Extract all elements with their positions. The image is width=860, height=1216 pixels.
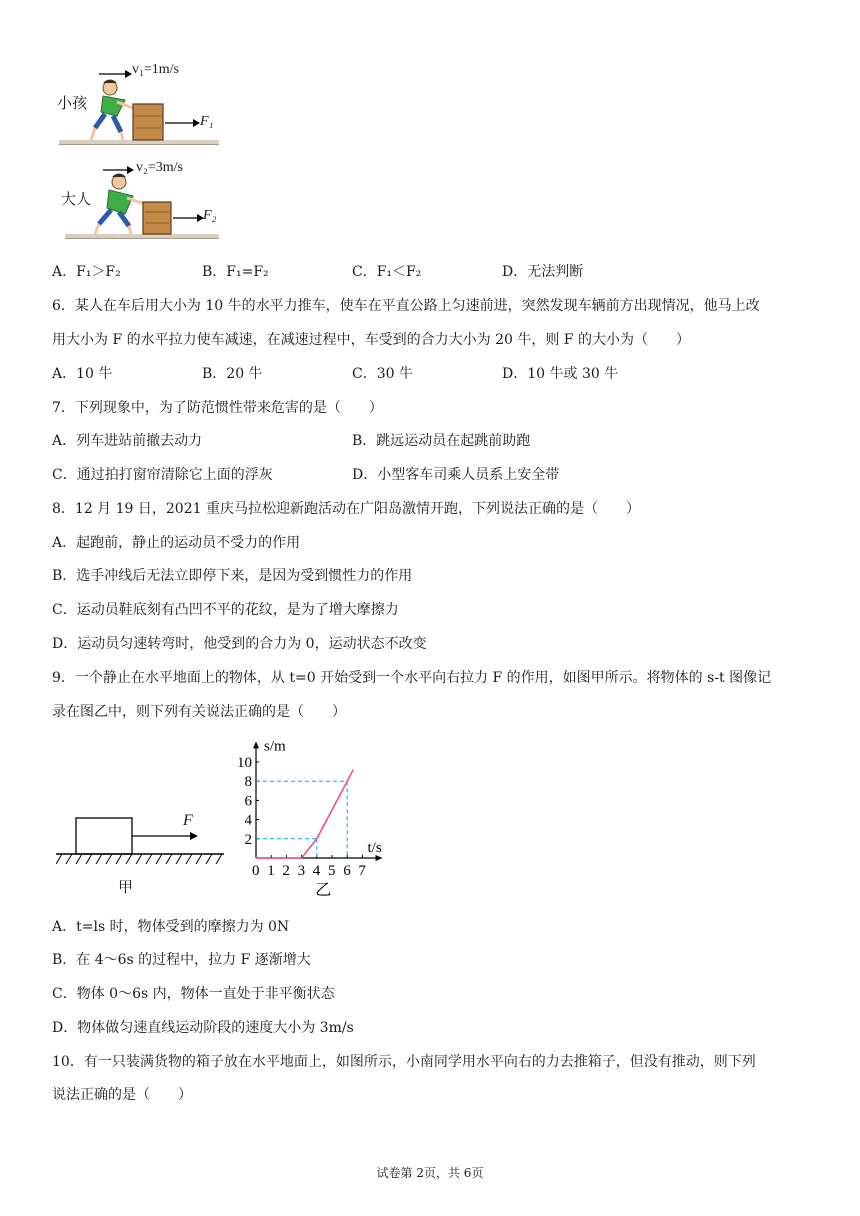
- x-tick-label: 1: [267, 863, 275, 879]
- q9-option-c: C．物体 0～6s 内，物体一直处于非平衡状态: [52, 986, 335, 1002]
- chart-caption: 乙: [315, 882, 332, 899]
- q6-stem-line1: 6．某人在车后用大小为 10 牛的水平力推车，使车在平直公路上匀速前进，突然发现车辆前方出现情况，他马上改: [52, 298, 760, 314]
- jia-diagram: [56, 810, 246, 870]
- x-tick-label: 0: [252, 863, 260, 879]
- q8-stem: 8．12 月 19 日，2021 重庆马拉松迎新跑活动在广阳岛激情开跑，下列说法正确的是（ ）: [52, 501, 640, 517]
- q9-stem-line2: 录在图乙中，则下列有关说法正确的是（ ）: [52, 704, 346, 720]
- child-label: 小孩: [57, 94, 88, 112]
- q5-figure: [55, 56, 235, 246]
- q7-option-b: B．跳远运动员在起跳前助跑: [352, 433, 531, 449]
- q6-stem-line2: 用大小为 F 的水平拉力使车减速，在减速过程中，车受到的合力大小为 20 牛，则 F 的大小为（ ）: [52, 332, 690, 348]
- x-tick-label: 4: [312, 863, 321, 879]
- q5-option-d: D．无法判断: [502, 264, 584, 280]
- q6-option-b: B．20 牛: [202, 366, 263, 382]
- q8-option-b: B．选手冲线后无法立即停下来，是因为受到惯性力的作用: [52, 568, 413, 584]
- v1-label: v₁=1m/s: [132, 62, 180, 77]
- q8-option-c: C．运动员鞋底刻有凸凹不平的花纹，是为了增大摩擦力: [52, 602, 399, 618]
- q7-option-a: A．列车进站前撤去动力: [52, 433, 203, 449]
- st-chart: [230, 728, 430, 900]
- f1-label: F₁: [200, 114, 214, 129]
- block: [76, 818, 132, 854]
- q9-option-a: A．t=ls 时，物体受到的摩擦力为 0N: [52, 919, 290, 935]
- adult-label: 大人: [61, 190, 92, 208]
- q9-stem-line1: 9．一个静止在水平地面上的物体，从 t=0 开始受到一个水平向右拉力 F 的作用，如图甲所示。将物体的 s-t 图像记: [52, 670, 772, 686]
- q7-stem: 7．下列现象中，为了防范惯性带来危害的是（ ）: [52, 400, 383, 416]
- q9-figure-yi: [230, 728, 430, 900]
- y-tick-label: 10: [237, 755, 252, 771]
- q5-option-b: B．F₁=F₂: [202, 264, 269, 280]
- q7-option-d: D．小型客车司乘人员系上安全带: [352, 467, 560, 483]
- q6-option-a: A．10 牛: [52, 366, 113, 382]
- q8-option-a: A．起跑前，静止的运动员不受力的作用: [52, 535, 301, 551]
- q9-option-b: B．在 4～6s 的过程中，拉力 F 逐渐增大: [52, 952, 311, 968]
- page-footer: 试卷第 2页，共 6页: [376, 1166, 484, 1180]
- jia-force-label: F: [183, 812, 193, 829]
- y-axis-label: s/m: [264, 738, 286, 755]
- q8-option-d: D．运动员匀速转弯时，他受到的合力为 0，运动状态不改变: [52, 636, 427, 652]
- ground-hatching: [56, 854, 222, 864]
- f2-label: F₂: [203, 208, 217, 223]
- y-tick-label: 6: [244, 793, 252, 810]
- q6-option-c: C．30 牛: [352, 366, 413, 382]
- x-tick-label: 5: [328, 863, 336, 879]
- x-tick-label: 6: [343, 863, 351, 879]
- q10-stem-line2: 说法正确的是（ ）: [52, 1087, 192, 1103]
- q10-stem-line1: 10．有一只装满货物的箱子放在水平地面上，如图所示，小南同学用水平向右的力去推箱子，但没有推动，则下列: [52, 1054, 756, 1070]
- y-tick-label: 4: [244, 812, 252, 829]
- y-tick-label: 8: [244, 774, 252, 791]
- q9-figure-jia: [56, 810, 246, 900]
- q5-option-c: C．F₁＜F₂: [352, 264, 422, 280]
- q5-option-a: A．F₁＞F₂: [52, 264, 121, 280]
- y-axis-arrow: [253, 741, 259, 748]
- x-tick-label: 2: [282, 863, 290, 879]
- q7-option-c: C．通过拍打窗帘清除它上面的浮灰: [52, 467, 273, 483]
- v2-label: v₂=3m/s: [136, 160, 184, 175]
- x-tick-label: 7: [358, 863, 366, 879]
- y-tick-label: 2: [244, 831, 252, 848]
- jia-caption: 甲: [118, 878, 134, 896]
- x-axis-label: t/s: [367, 840, 382, 856]
- series-line: [256, 770, 353, 858]
- x-tick-label: 3: [297, 863, 306, 879]
- q6-option-d: D．10 牛或 30 牛: [502, 366, 619, 382]
- q9-option-d: D．物体做匀速直线运动阶段的速度大小为 3m/s: [52, 1020, 354, 1036]
